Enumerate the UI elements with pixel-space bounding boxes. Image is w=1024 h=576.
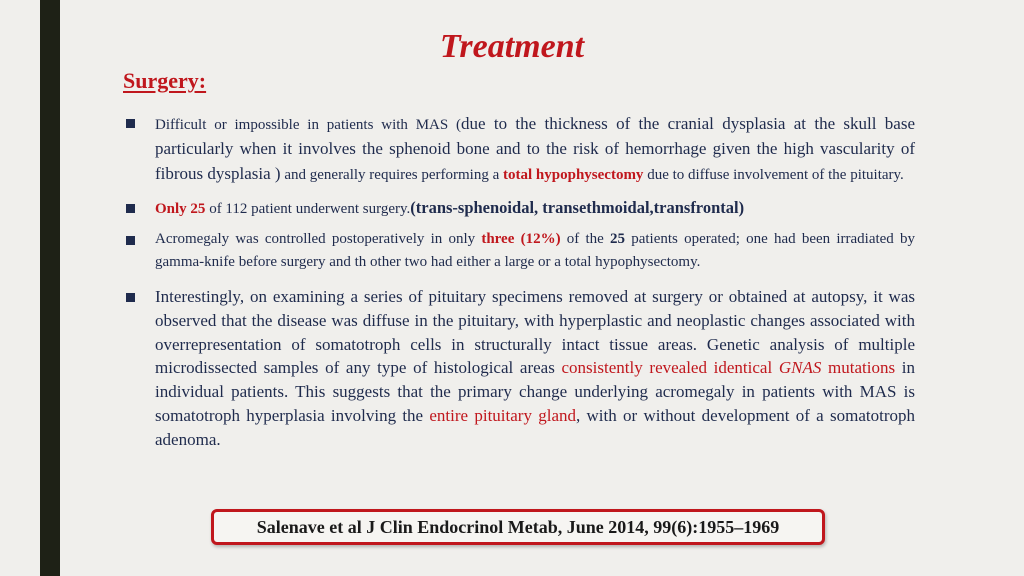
bullet-item-difficulty [123,112,915,187]
square-bullet-icon [126,204,135,213]
bullet-text: Interestingly, on examining a series of pituitary specimens removed at surgery or obtained at autopsy, it was observed that the disease was diffuse in the pituitary, with hyperplastic and neoplastic changes associated with overrepresentation of somatotroph cells in structurally intact tissue areas. Genetic analysis of multiple microdissected samples of any type of histological areas [155,287,915,378]
highlight-total-hypophysectomy: total hypophysectomy [503,167,644,183]
highlight-25: 25 [610,231,626,247]
highlight-gnas: GNAS [778,358,822,378]
bullet-item-pathology [123,285,915,452]
bullet-text: due to the thickness of the cranial dysplasia at the skull base particularly when it involves the sphenoid bone and to the risk of hemorrhage given the high vascularity of fibrous dysplasia ) [155,114,915,183]
bullet-item-outcome [123,228,915,274]
bullet-item-surgery-count [123,196,915,221]
highlight-entire-pituitary-gland: entire pituitary gland [429,405,576,425]
bullet-text: Acromegaly was controlled postoperatively in only [155,231,482,247]
bullet-text: patients operated; one had been irradiated by gamma-knife before surgery and th other two had either a large or a total hypophysectomy. [155,231,916,270]
bullet-text: in individual patients. This suggests that the primary change underlying acromegaly in patients with MAS is somatotroph hyperplasia involving the [155,358,915,425]
bullet-text: of the [560,231,611,247]
square-bullet-icon [126,119,135,128]
highlight-three-percent: three (12%) [481,231,561,247]
surgery-approaches: (trans-sphenoidal, transethmoidal,transfrontal) [410,198,745,217]
square-bullet-icon [126,236,135,245]
bullet-list [123,112,915,452]
left-accent-bar [40,0,60,576]
bullet-text: due to diffuse involvement of the pituitary. [643,167,904,183]
bullet-text: , with or without development of a somatotroph adenoma. [155,405,915,449]
citation-box: Salenave et al J Clin Endocrinol Metab, June 2014, 99(6):1955–1969 [211,509,825,545]
bullet-text: and generally requires performing a [280,167,504,183]
slide-title: Treatment [439,28,585,65]
square-bullet-icon [126,293,135,302]
section-heading: Surgery: [123,68,207,93]
highlight-consistently-revealed: consistently revealed identical [561,358,779,378]
highlight-only-25: Only 25 [155,201,206,217]
bullet-text: of 112 patient underwent surgery. [205,201,411,217]
bullet-text: Difficult or impossible in patients with MAS ( [155,117,462,133]
highlight-mutations: mutations [821,358,896,378]
